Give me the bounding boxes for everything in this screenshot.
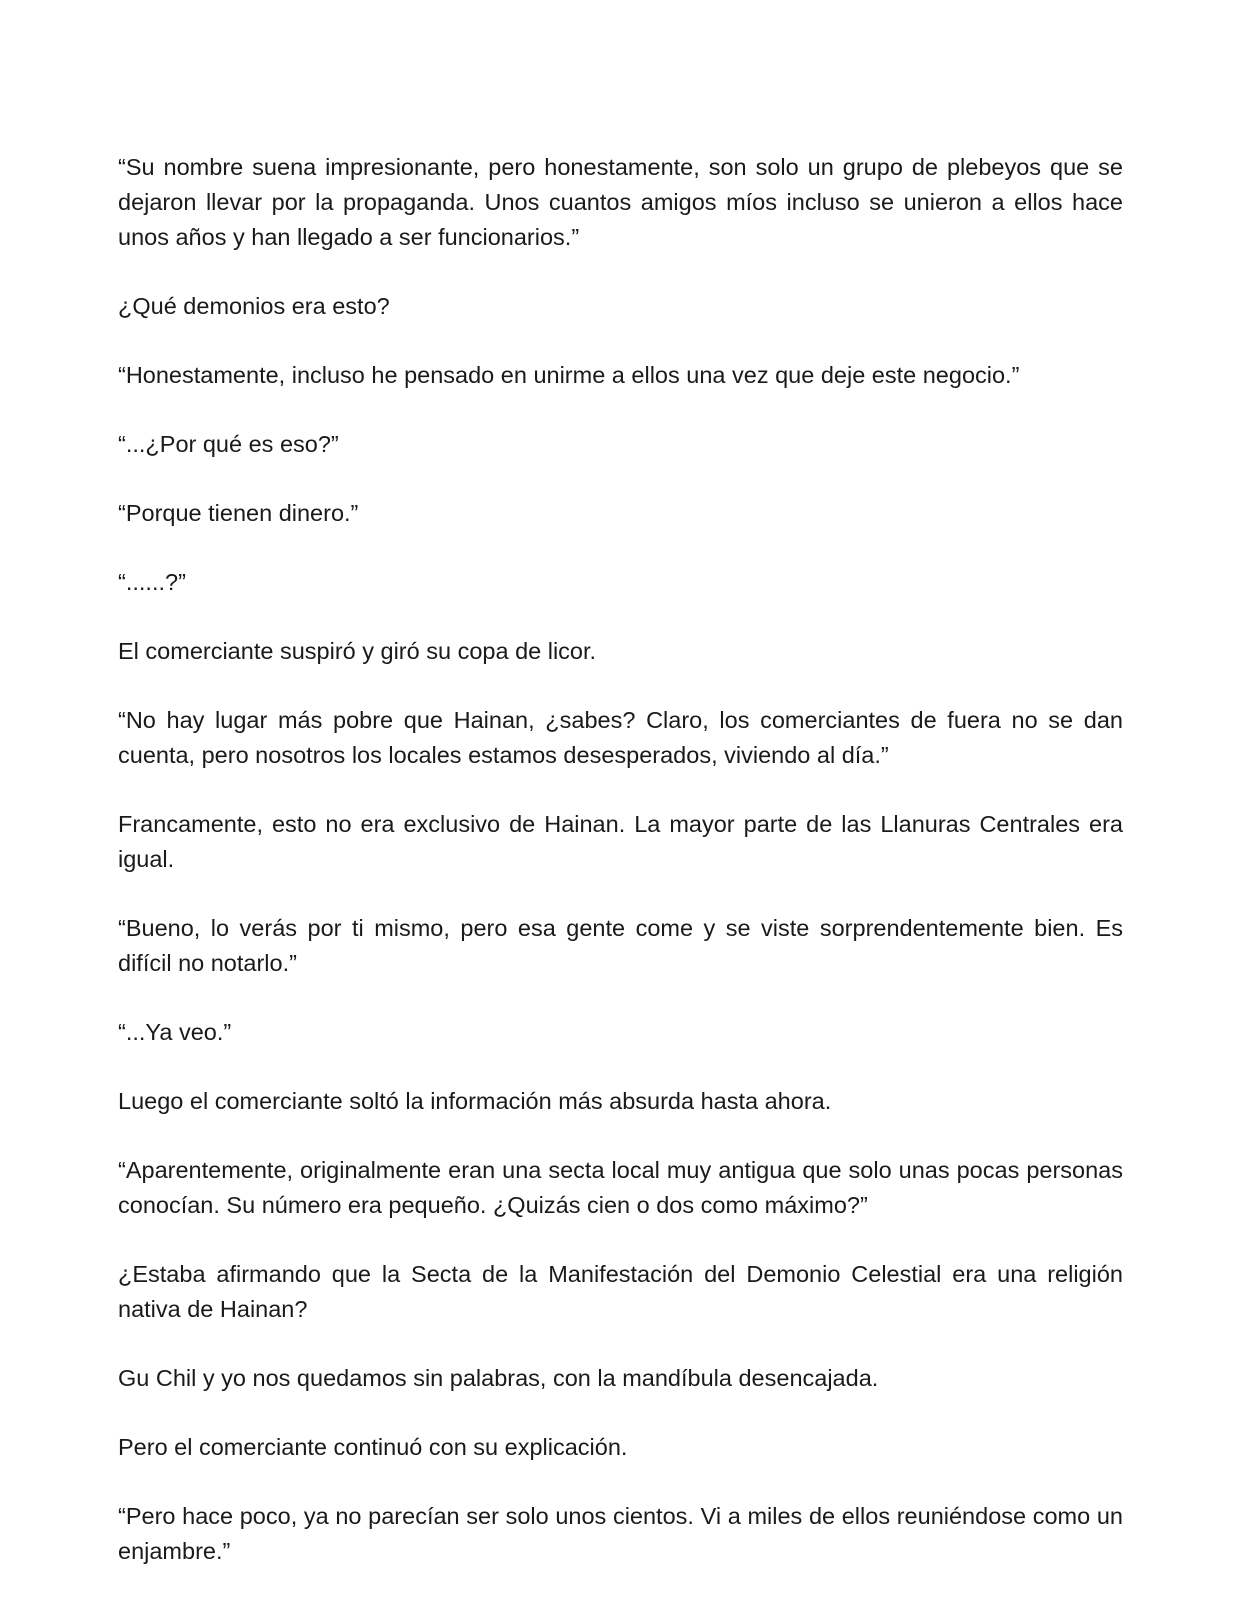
paragraph: “Honestamente, incluso he pensado en unirme a ellos una vez que deje este negocio.” (118, 362, 1020, 388)
paragraph: Gu Chil y yo nos quedamos sin palabras, con la mandíbula desencajada. (118, 1365, 879, 1391)
paragraph: “No hay lugar más pobre que Hainan, ¿sabes? Claro, los comerciantes de fuera no se dan cuenta, pero nosotros los locales estamos desesperados, viviendo al día.” (118, 707, 1123, 768)
paragraph: ¿Qué demonios era esto? (118, 293, 390, 319)
paragraph: El comerciante suspiró y giró su copa de licor. (118, 638, 597, 664)
paragraph: “Pero hace poco, ya no parecían ser solo unos cientos. Vi a miles de ellos reuniéndose como un enjambre.” (118, 1503, 1123, 1564)
paragraph: “...Ya veo.” (118, 1019, 232, 1045)
paragraph: “......?” (118, 569, 186, 595)
paragraph: “Su nombre suena impresionante, pero honestamente, son solo un grupo de plebeyos que se dejaron llevar por la propaganda. Unos cuantos amigos míos incluso se unieron a ellos hace unos años y han llegado a ser funcionarios.” (118, 154, 1123, 250)
paragraph: Francamente, esto no era exclusivo de Hainan. La mayor parte de las Llanuras Centrales era igual. (118, 811, 1123, 872)
paragraph: Pero el comerciante continuó con su explicación. (118, 1434, 628, 1460)
paragraph: “Aparentemente, originalmente eran una secta local muy antigua que solo unas pocas personas conocían. Su número era pequeño. ¿Quizás cien o dos como máximo?” (118, 1157, 1123, 1218)
paragraph: “Bueno, lo verás por ti mismo, pero esa gente come y se viste sorprendentemente bien. Es difícil no notarlo.” (118, 915, 1123, 976)
paragraph: “Porque tienen dinero.” (118, 500, 359, 526)
paragraph: ¿Estaba afirmando que la Secta de la Manifestación del Demonio Celestial era una religión nativa de Hainan? (118, 1261, 1123, 1322)
paragraph: Luego el comerciante soltó la información más absurda hasta ahora. (118, 1088, 832, 1114)
paragraph: “...¿Por qué es eso?” (118, 431, 339, 457)
document-body (118, 150, 1123, 1603)
